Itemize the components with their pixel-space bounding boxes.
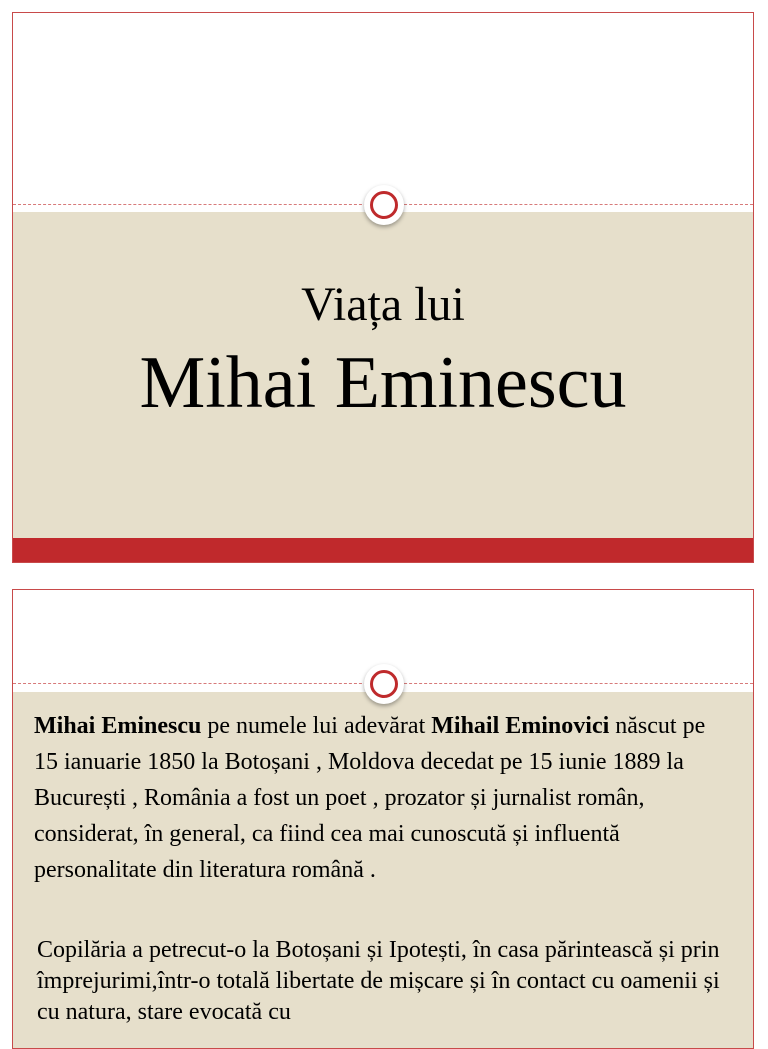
childhood-paragraph: Copilăria a petrecut-o la Botoșani și Ipotești, în casa părintească și prin împrejurimi,într-o totală libertate de mișcare și în contact cu oamenii și cu natura, stare evocată cu <box>37 937 720 1025</box>
real-name: Mihail Eminovici <box>431 713 610 739</box>
poet-name: Mihai Eminescu <box>34 713 202 739</box>
slide-1 <box>12 12 754 563</box>
slide-subtitle: Viața lui <box>301 278 465 331</box>
biography-paragraph <box>34 708 734 888</box>
slide-2 <box>12 589 754 1049</box>
paragraph-text: pe numele lui adevărat <box>201 713 432 739</box>
accent-bar <box>13 538 753 563</box>
ring-ornament-icon <box>364 664 404 704</box>
ring-ornament-icon <box>364 185 404 225</box>
slide-title: Mihai Eminescu <box>139 342 627 424</box>
paragraph-text: născut pe 15 ianuarie 1850 la Botoșani , Moldova decedat pe 15 iunie 1889 la București , România a fost un poet , prozator și jurnalist român, considerat, în general, ca fiind cea mai cunoscută și influentă personalitate din literatura română . <box>34 713 706 883</box>
